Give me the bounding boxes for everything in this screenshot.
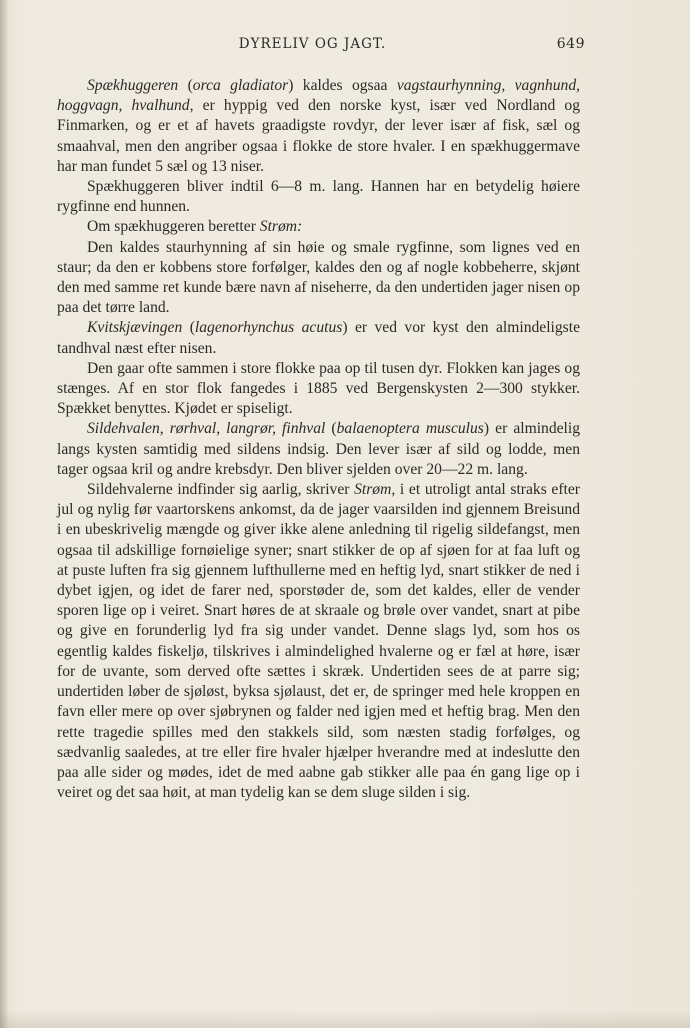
paragraph-strom-intro [57,217,580,237]
author-strom: Strøm, [354,481,396,499]
latin-name: balaenoptera musculus [336,420,484,438]
text-run: Om spækhuggeren beretter [87,218,260,236]
text-run: ) kaldes ogsaa [288,77,397,94]
text-run: ) er almindelig langs kysten samtidig med sildens indsig. Den lever især af sild og lodde, men tager ogsaa kril og andre krebsdyr. Den bliver sjelden over 20—22 m. lang. [57,420,581,478]
latin-name: orca gladiator [192,77,289,94]
text-run: Sildehvalerne indfinder sig aarlig, skriver [87,481,355,499]
latin-name: lagenorhynchus acutus [194,319,343,337]
text-run: i et utroligt antal straks efter jul og nylig før vaartorskens ankomst, da de jager vaarsilden ind gjennem Breisund i en ubeskrivelig mængde og giver ikke alene anledning til rigelig sildefangst, men ogsaa til adskillige fornøielige syner; snart stikker de op af sjøen for at faa luft og at puste luften fra sig gjennem lufthullerne med en heftig lyd, snart stikker de ned i dybet igjen, og idet de farer ned, sporstøder de, som det kaldes, eller de vender sporen lige op i veiret. Snart høres de at skraale og brøle over vandet, snart at pibe og give en forunderlig lyd fra sig under vandet. Denne slags lyd, som hos os egentlig kaldes fiskeljø, tilskrives i almindelighed hvalerne og er fæl at høre, især for de uvante, som derved ofte sættes i skræk. Undertiden sees de at parre sig; undertiden løber de sjøløst, byksa sjølaust, det er, de springer med hele kroppen en favn eller mere op over sjøbrynen og falder ned igjen med et heftig brag. Men den rette tragedie spilles med den stakkels sild, som næsten stadig forfølges, og sædvanlig saaledes, at tre eller fire hvaler hjælper hverandre med at indeslutte den paa alle sider og mødes, idet de med aabne gab stikker alle paa én gang lige op i veiret og det saa høit, at man tydelig kan se dem sluge silden i sig. [57,481,580,802]
paragraph-length: Spækhuggeren bliver indtil 6—8 m. lang. Hannen har en betydelig høiere rygfinne end hunnen. [57,178,580,216]
paragraph-staurhynning: Den kaldes staurhynning af sin høie og smale rygfinne, som lignes ved en staur; da den er kobbens store forfølger, kaldes den og af nogle kobbeherre, skjønt den med samme ret kunde bære navn af niseherre, da den undertiden jager nisen op paa det tørre land. [57,238,580,317]
text-run: ( [182,319,195,337]
page-number: 649 [556,36,585,52]
text-run: ) er ved vor kyst den almindeligste tandhval næst efter nisen. [57,319,580,357]
text-run: er hyppig ved den norske kyst, især ved Nordland og Finmarken, og er et af havets graadigste rovdyr, der lever især af fisk, sæl og smaahval, men den angriber ogsaa i flokke de store hvaler. I en spækhuggermave har man fundet 5 sæl og 13 niser. [57,97,580,175]
author-strom: Strøm: [259,218,303,236]
term-sildehvalen: Sildehvalen, rørhval, langrør, finhval [87,420,326,438]
term-kvitskjaevingen: Kvitskjævingen [87,319,183,337]
paragraph-sildehvalerne [57,480,580,803]
paragraph-kvitskjaevingen [57,318,580,358]
paragraph-orca [57,76,580,177]
term-spaekhuggeren: Spækhuggeren [87,77,179,94]
header-title: DYRELIV OG JAGT. [238,36,387,52]
running-header [40,36,585,58]
page-bottom-edge [0,1010,690,1028]
alt-names: vagstaurhynning, vagnhund, hoggvagn, hvalhund, [57,77,581,115]
text-run: ( [325,420,337,438]
paragraph-sildehvalen [57,419,580,480]
text-run: ( [178,77,193,94]
page-spine-shadow [0,0,8,1028]
paragraph-flokke: Den gaar ofte sammen i store flokke paa op til tusen dyr. Flokken kan jages og stænges. Af en stor flok fangedes i 1885 ved Bergenskysten 2—300 stykker. Spækket benyttes. Kjødet er spiseligt. [57,359,580,418]
body-text [57,76,580,803]
